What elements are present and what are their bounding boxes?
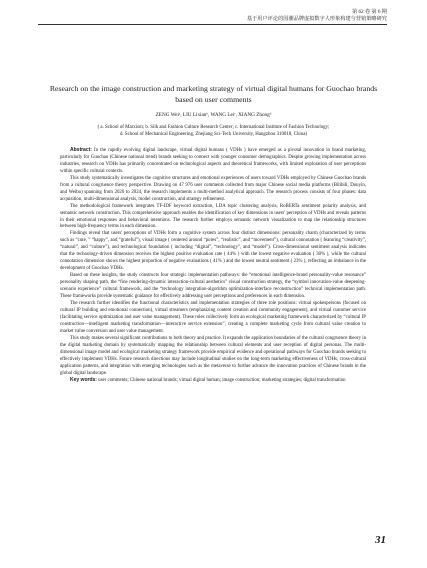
- header-rule: [38, 24, 387, 25]
- abstract-body: [60, 147, 366, 385]
- keywords-paragraph: [60, 377, 366, 385]
- keywords-text: user comments; Chinese national brands; virtual digital human; image construction; marketing strategies; digital transformation: [98, 378, 346, 384]
- volume-issue: 第 62 卷 第 6 期: [351, 9, 387, 15]
- affiliations: [40, 124, 387, 138]
- abstract-paragraph: Based on these insights, the study constructs four strategic implementation pathways: the “emotional intelligence-brand personality-value resonance” personality shaping path, the “fine rendering-dynamic interaction-cultural aesthetics” visual construction strategy, the “symbol innovation-value deepening-scenario experience” cultural framework, and the “technology integration-algorithm optimization-interface reconstruction” technical implementation path. These frameworks provide systematic guidance for effectively addressing user perceptions and preferences in each dimension.: [60, 273, 366, 300]
- abstract-label: Abstract:: [70, 147, 92, 153]
- abstract-paragraph: This study systematically investigates the cognitive structures and emotional experiences of users toward VDHs employed by Chinese Guochao brands from a cultural congruence theory perspective. Drawing on 47 976 user comments collected from major Chinese social media platforms (Bilibili, Douyin, and Weibo) spanning from 2020 to 2024, the research implements a multi-method analytical approach. The research process consists of four phases: data acquisition, multi-dimensional analysis, model construction, and strategy refinement.: [60, 175, 366, 202]
- abstract-paragraph: Findings reveal that users' perceptions of VDHs form a cognitive system across four distinct dimensions: personality charm (characterized by terms such as “cute, ” “happy”, and “grateful”), visual image ( centered around “pores”, “realistic”, and “movement”), cultural connotation ( featuring “creativity”, “natural”, and “culture”), and technological foundation ( including “digital”, “technology”, and “model”). Cross-dimensional sentiment analysis indicates that the technology-driven dimension receives the highest positive evaluation rate ( 44% ) with the lowest negative evaluation ( 30% ), while the cultural connotation dimension shows the highest proportion of negative evaluations ( 41% ) and the lowest neutral sentiment ( 23% ), reflecting an imbalance in the development of Guochao VDHs.: [60, 231, 366, 272]
- running-title: 基于用户评论的国潮品牌虚拟数字人形象构建与营销策略研究: [246, 16, 387, 22]
- page-number: 31: [375, 534, 386, 546]
- keywords-label: Key words:: [70, 377, 97, 384]
- paper-title: Research on the image construction and marketing strategy of virtual digital humans for Guochao brands based on user comments: [49, 84, 378, 104]
- affiliation-line: d. School of Mechanical Engineering, Zhejiang Sci-Tech University, Hangzhou 310018, China): [119, 132, 308, 138]
- abstract-paragraph: This study makes several significant contributions to both theory and practice. It expands the application boundaries of the cultural congruence theory in the digital marketing domain by systematically mapping the relationship between cultural elements and user reception of digital personas. The multi-dimensional image model and ecological marketing strategy framework provide empirical evidence and operational pathways for Guochao brands seeking to effectively implement VDHs. Future research directions may include longitudinal studies on the long-term marketing effectiveness of VDHs, cross-cultural application patterns, and integration with emerging technologies such as the metaverse to further advance the innovation practices of Chinese brands in the global digital landscape.: [60, 335, 366, 376]
- abstract-paragraph: The research further identifies the functional characteristics and implementation strategies of three role positions: virtual spokespersons (focused on cultural IP building and emotional connection), virtual streamers (emphasizing content creation and community engagement), and virtual customer service (facilitating service optimization and user value management). These roles collectively form an ecological marketing framework characterized by “cultural IP construction—intelligent marketing transformation—interactive service extension”, creating a complete marketing cycle from cultural value creation to market value conversion and user value management.: [60, 300, 366, 334]
- abstract-paragraph: The methodological framework integrates TF-IDF keyword extraction, LDA topic clustering analysis, RoBERTa sentiment polarity analysis, and semantic network construction. This comprehensive approach enables the identification of key dimensions in users' perception of VDHs and reveals patterns in their emotional responses and behavioral intentions. The research further employs semantic network visualization to map the relationship structures between high-frequency terms in each dimension.: [60, 203, 366, 230]
- author-list: ZENG Weiᵃ, LIU Lixianᵇ, WANG Leiᶜ, XIANG Zhongᵈ: [155, 112, 272, 118]
- abstract-text: In the rapidly evolving digital landscape, virtual digital humans ( VDHs ) have emerged as a pivotal innovation in brand marketing, particularly for Guochao (Chinese national trend) brands seeking to connect with younger consumer demographics. Despite growing implementation across industries, research on VDHs has primarily concentrated on technological aspects and theoretical frameworks, with limited exploration of user perceptions within specific cultural contexts.: [60, 148, 366, 174]
- running-header: [247, 9, 387, 23]
- abstract-paragraph: [60, 147, 366, 176]
- affiliation-line: ( a. School of Marxism; b. Silk and Fashion Culture Research Center; c. International Institute of Fashion Technology;: [97, 125, 330, 130]
